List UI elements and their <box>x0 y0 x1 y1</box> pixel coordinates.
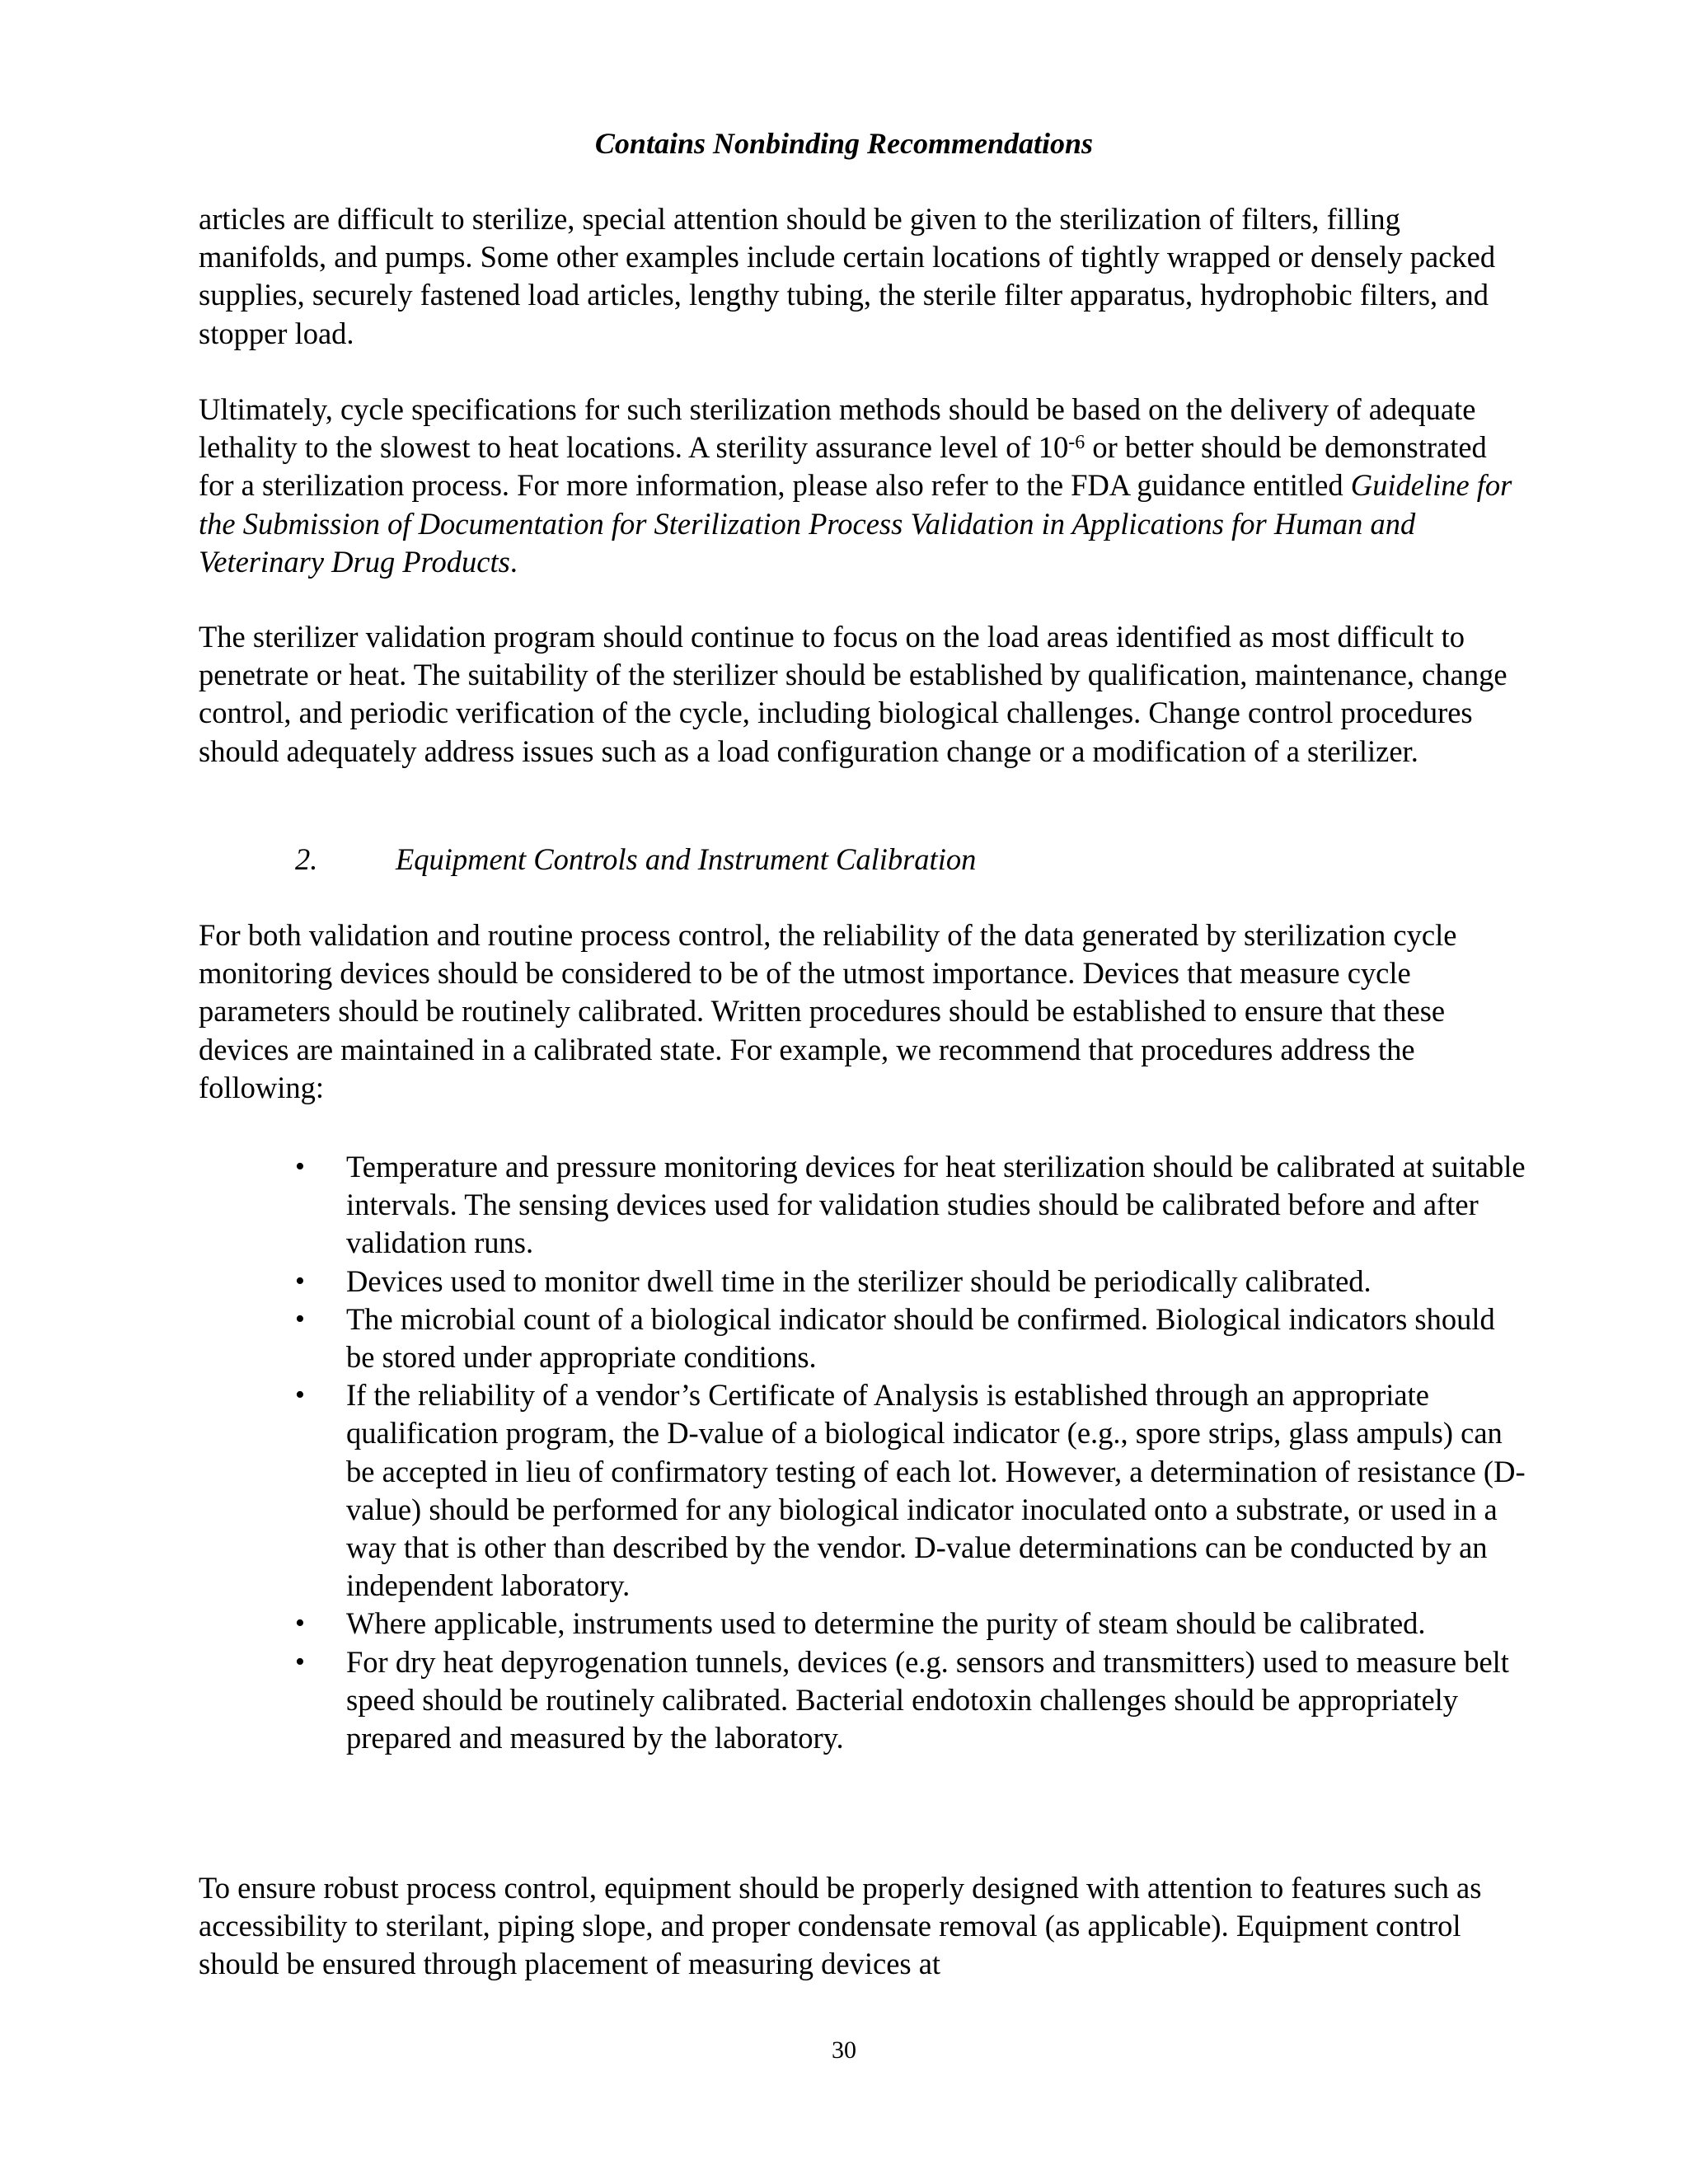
list-item-text: Devices used to monitor dwell time in the sterilizer should be periodically calibrated. <box>346 1263 1372 1298</box>
bullet-icon: • <box>295 1380 305 1411</box>
list-item-text: For dry heat depyrogenation tunnels, devices (e.g. sensors and transmitters) used to measure belt speed should be routinely calibrated. Bacterial endotoxin challenges should be appropriately prepared and measured by the laboratory. <box>346 1644 1509 1755</box>
paragraph-process-control <box>199 1869 1517 1984</box>
paragraph-text: The sterilizer validation program should continue to focus on the load areas identified as most difficult to penetrate or heat. The suitability of the sterilizer should be established by qualification, maintenance, change control, and periodic verification of the cycle, including biological challenges. Change control procedures should adequately address issues such as a load configuration change or a modification of a sterilizer. <box>199 620 1507 768</box>
paragraph-sterilization-articles <box>199 200 1517 353</box>
paragraph-cycle-specifications <box>199 391 1517 581</box>
bullet-icon: • <box>295 1646 305 1677</box>
list-item-text: Temperature and pressure monitoring devices for heat sterilization should be calibrated at suitable intervals. The sensing devices used for validation studies should be calibrated before and after validation runs. <box>346 1150 1526 1260</box>
section-heading <box>295 841 976 879</box>
paragraph-text: articles are difficult to sterilize, special attention should be given to the sterilization of filters, filling manifolds, and pumps. Some other examples include certain locations of tightly wrapped or densely packed supplies, securely fastened load articles, lengthy tubing, the sterile filter apparatus, hydrophobic filters, and stopper load. <box>199 202 1496 350</box>
paragraph-text: For both validation and routine process control, the reliability of the data generated by sterilization cycle monitoring devices should be considered to be of the utmost importance. Devices that measure cycle parameters should be routinely calibrated. Written procedures should be established to ensure that these devices are maintained in a calibrated state. For example, we recommend that procedures address the following: <box>199 918 1457 1104</box>
list-item-text: If the reliability of a vendor’s Certificate of Analysis is established through an appropriate qualification program, the D-value of a biological indicator (e.g., spore strips, glass ampuls) can be accepted in lieu of confirmatory testing of each lot. However, a determination of resistance (D-value) should be performed for any biological indicator inoculated onto a substrate, or used in a way that is other than described by the vendor. D-value determinations can be conducted by an independent laboratory. <box>346 1378 1526 1603</box>
paragraph-text-part: Ultimately, cycle specifications for such sterilization methods should be based on the delivery of adequate lethality to the slowest to heat locations. A sterility assurance level of 10 <box>199 392 1476 465</box>
bullet-list <box>290 1148 1526 1757</box>
list-item <box>290 1376 1526 1605</box>
page-header: Contains Nonbinding Recommendations <box>594 127 1094 160</box>
superscript-exponent: -6 <box>1068 432 1085 454</box>
bullet-icon: • <box>295 1303 305 1334</box>
list-item-text: The microbial count of a biological indicator should be confirmed. Biological indicators should be stored under appropriate conditions. <box>346 1301 1495 1375</box>
section-number: 2. <box>295 842 318 876</box>
paragraph-calibration-intro <box>199 916 1517 1107</box>
bullet-icon: • <box>295 1608 305 1639</box>
paragraph-validation-program <box>199 618 1517 771</box>
list-item <box>290 1263 1526 1301</box>
list-item <box>290 1643 1526 1758</box>
bullet-icon: • <box>295 1151 305 1182</box>
list-item-text: Where applicable, instruments used to determine the purity of steam should be calibrated. <box>346 1606 1426 1641</box>
paragraph-text <box>199 391 1517 581</box>
list-item <box>290 1605 1526 1643</box>
paragraph-text-part: or better should be demonstrated for a sterilization process. For more information, please also refer to the FDA guidance entitled <box>199 430 1487 503</box>
guidance-title-italic: Guideline for the Submission of Documentation for Sterilization Process Validation in Applications for Human and Veterinary Drug Products <box>199 468 1512 579</box>
section-title: Equipment Controls and Instrument Calibration <box>396 842 977 876</box>
list-item <box>290 1301 1526 1376</box>
list-item <box>290 1148 1526 1263</box>
paragraph-text-part: . <box>509 544 518 579</box>
page-number: 30 <box>832 2036 856 2064</box>
bullet-icon: • <box>295 1265 305 1296</box>
paragraph-text: To ensure robust process control, equipment should be properly designed with attention to features such as accessibility to sterilant, piping slope, and proper condensate removal (as applicable). Equipment control should be ensured through placement of measuring devices at <box>199 1871 1482 1981</box>
